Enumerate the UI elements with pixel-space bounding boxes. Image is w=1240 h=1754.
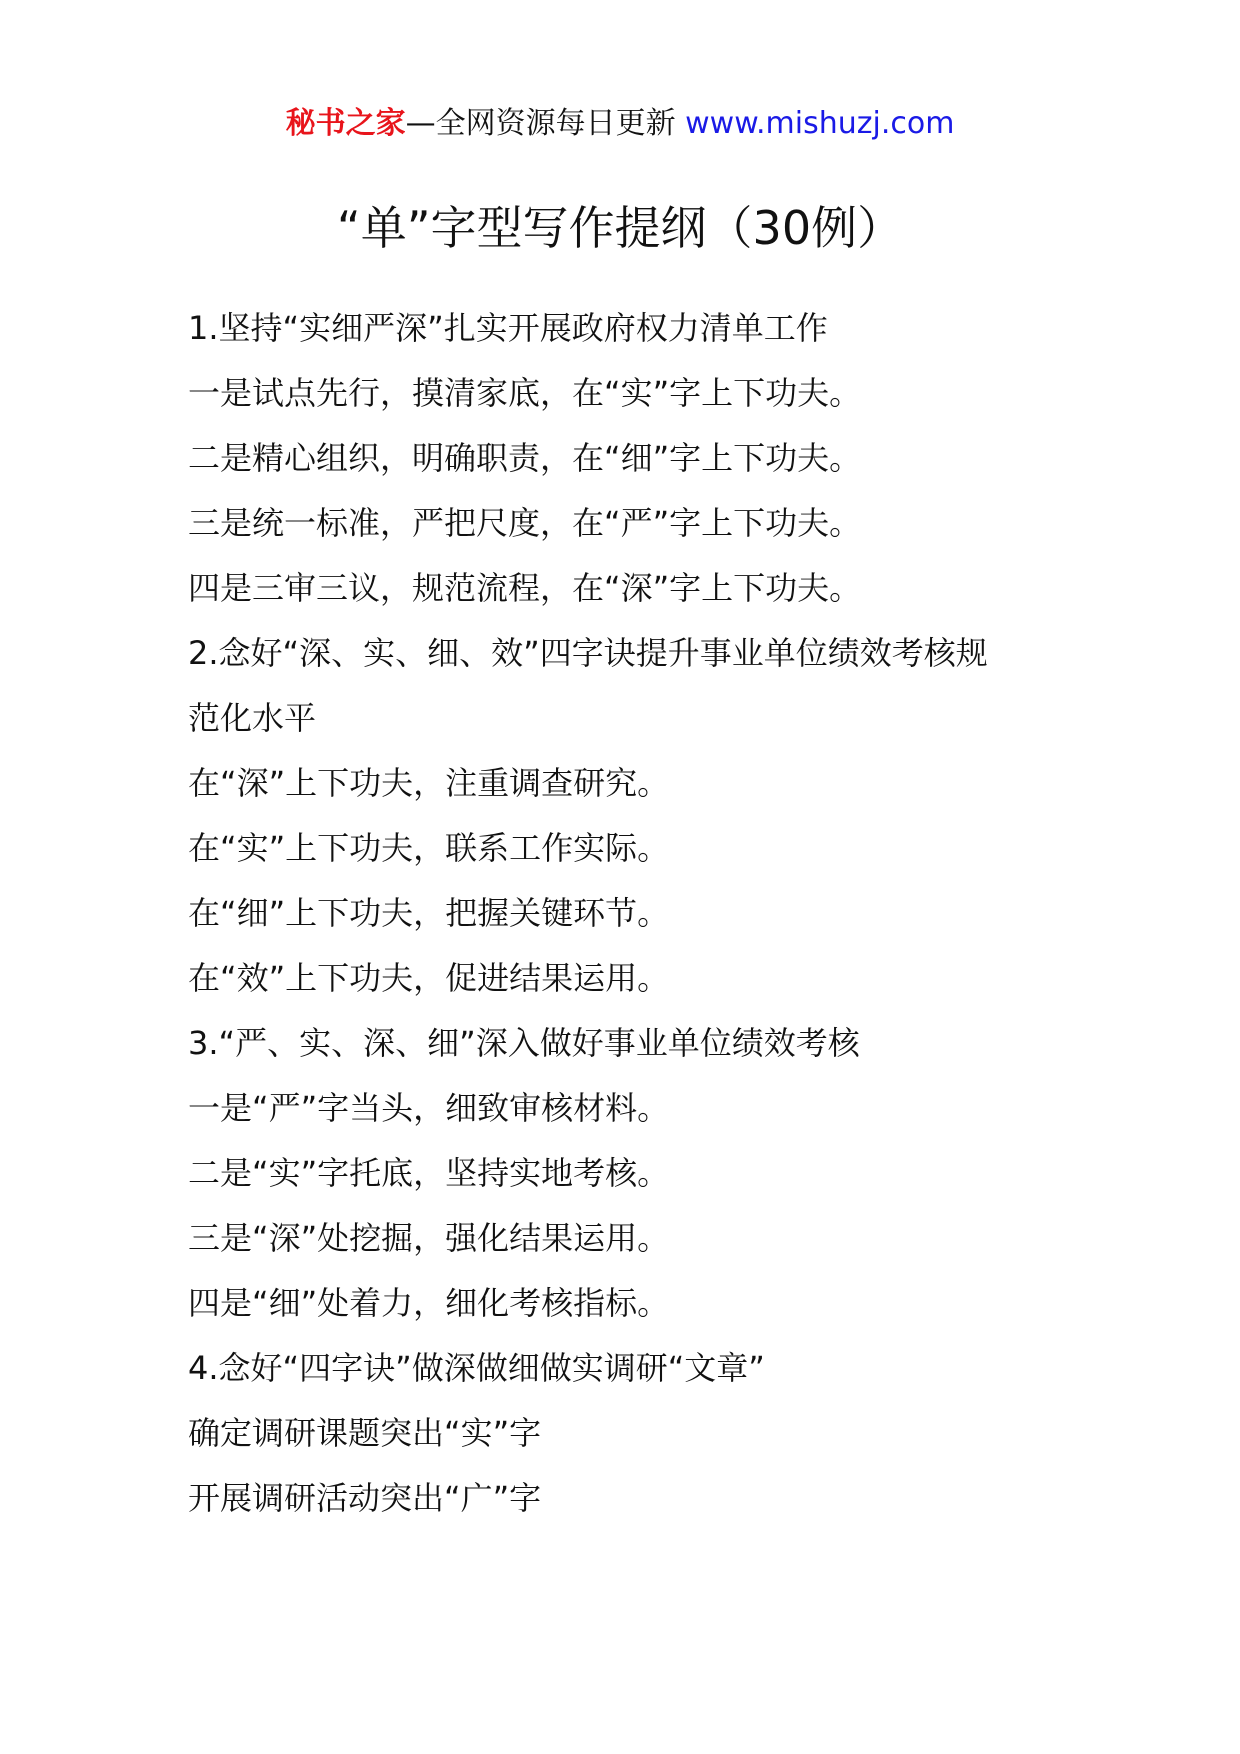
document-title: “单”字型写作提纲（30例）	[336, 201, 904, 255]
site-link[interactable]: www.mishuzj.com	[685, 106, 955, 141]
body-line: 一是“严”字当头，细致审核材料。	[188, 1089, 670, 1127]
section-heading: 3.“严、实、深、细”深入做好事业单位绩效考核	[188, 1024, 860, 1062]
body-line: 四是三审三议，规范流程，在“深”字上下功夫。	[188, 569, 862, 607]
body-line: 在“效”上下功夫，促进结果运用。	[188, 959, 670, 997]
section-heading: 1.坚持“实细严深”扎实开展政府权力清单工作	[188, 309, 828, 347]
body-line: 二是“实”字托底，坚持实地考核。	[188, 1154, 670, 1192]
header-slogan: —全网资源每日更新	[405, 106, 676, 141]
body-line: 确定调研课题突出“实”字	[188, 1414, 542, 1452]
brand-name: 秘书之家	[285, 106, 406, 141]
body-line: 一是试点先行，摸清家底，在“实”字上下功夫。	[188, 374, 862, 412]
body-line: 二是精心组织，明确职责，在“细”字上下功夫。	[188, 439, 862, 477]
section-heading-continued: 范化水平	[188, 699, 317, 737]
section-heading: 2.念好“深、实、细、效”四字诀提升事业单位绩效考核规	[188, 634, 988, 672]
body-line: 在“深”上下功夫，注重调查研究。	[188, 764, 670, 802]
body-line: 在“实”上下功夫，联系工作实际。	[188, 829, 670, 867]
body-line: 三是“深”处挖掘，强化结果运用。	[188, 1219, 670, 1257]
section-heading: 4.念好“四字诀”做深做细做实调研“文章”	[188, 1349, 765, 1387]
page-header	[0, 104, 1240, 144]
body-line: 开展调研活动突出“广”字	[188, 1479, 542, 1517]
body-line: 四是“细”处着力，细化考核指标。	[188, 1284, 670, 1322]
body-line: 三是统一标准，严把尺度，在“严”字上下功夫。	[188, 504, 862, 542]
document-body	[188, 296, 1068, 1531]
body-line: 在“细”上下功夫，把握关键环节。	[188, 894, 670, 932]
